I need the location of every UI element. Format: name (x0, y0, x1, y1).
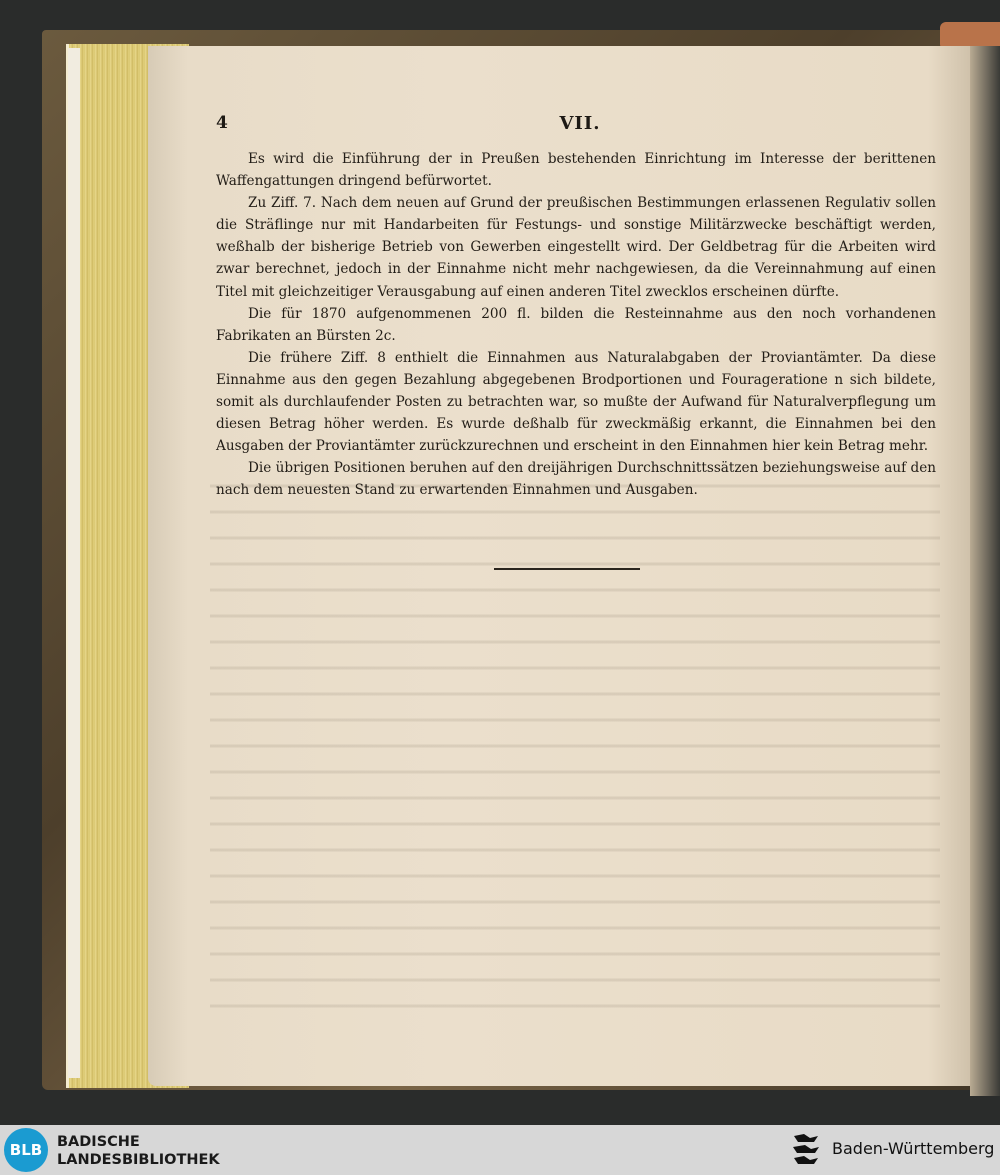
paragraph: Die übrigen Positionen beruhen auf den dreijährigen Durchschnittssätzen beziehungsweise auf den nach dem neuesten Stand zu erwartenden Einnahmen und Ausgaben. (216, 460, 936, 499)
paragraph: Es wird die Einführung der in Preußen bestehenden Einrichtung im Interesse der berittenen Waffengattungen dringend befürwortet. (216, 151, 936, 190)
paragraph: Zu Ziff. 7. Nach dem neuen auf Grund der preußischen Bestimmungen erlassenen Regulativ sollen die Sträflinge nur mit Handarbeiten für Festungs- und sonstige Militärzwecke beschäftigt werden, weßhalb der bisherige Betrieb von Gewerben eingestellt wird. Der Geldbetrag für die Arbeiten wird zwar berechnet, jedoch in der Einnahme nicht mehr nachgewiesen, da die Vereinnahmung auf einen Titel mit gleichzeitiger Verausgabung auf einen anderen Titel zwecklos erscheinen dürfte. (216, 195, 936, 300)
show-through-text (210, 470, 940, 1010)
page-right-shadow (970, 46, 1000, 1096)
page-number: 4 (216, 113, 228, 133)
blb-name[interactable] (57, 1133, 220, 1169)
closing-rule (494, 568, 640, 570)
paragraph: Die für 1870 aufgenommenen 200 fl. bilden die Resteinnahme aus den noch vorhandenen Fabrikaten an Bürsten 2c. (216, 305, 936, 344)
footer-bar (0, 1125, 1000, 1175)
page-stack-edge (68, 48, 80, 1078)
section-heading: VII. (559, 113, 601, 134)
baden-wuerttemberg-name[interactable]: Baden-Württemberg (832, 1139, 995, 1158)
blb-logo-icon[interactable]: BLB (4, 1128, 48, 1172)
body-text (216, 148, 936, 502)
blb-name-line1: BADISCHE (57, 1134, 140, 1150)
paragraph: Die frühere Ziff. 8 enthielt die Einnahmen aus Naturalabgaben der Proviantämter. Da diese Einnahme aus den gegen Bezahlung abgegebenen Brodportionen und Fourageratione n sich bildete, somit als durchlaufender Posten zu betrachten war, so mußte der Aufwand für Naturalverpflegung um diesen Betrag höher werden. Es wurde deßhalb für zweckmäßig erkannt, die Einnahmen bei den Ausgaben der Proviantämter zurückzurechnen und erscheint in den Einnahmen hier kein Betrag mehr. (216, 349, 936, 455)
baden-wuerttemberg-lions-icon[interactable] (790, 1132, 822, 1168)
blb-name-line2: LANDESBIBLIOTHEK (57, 1152, 220, 1168)
